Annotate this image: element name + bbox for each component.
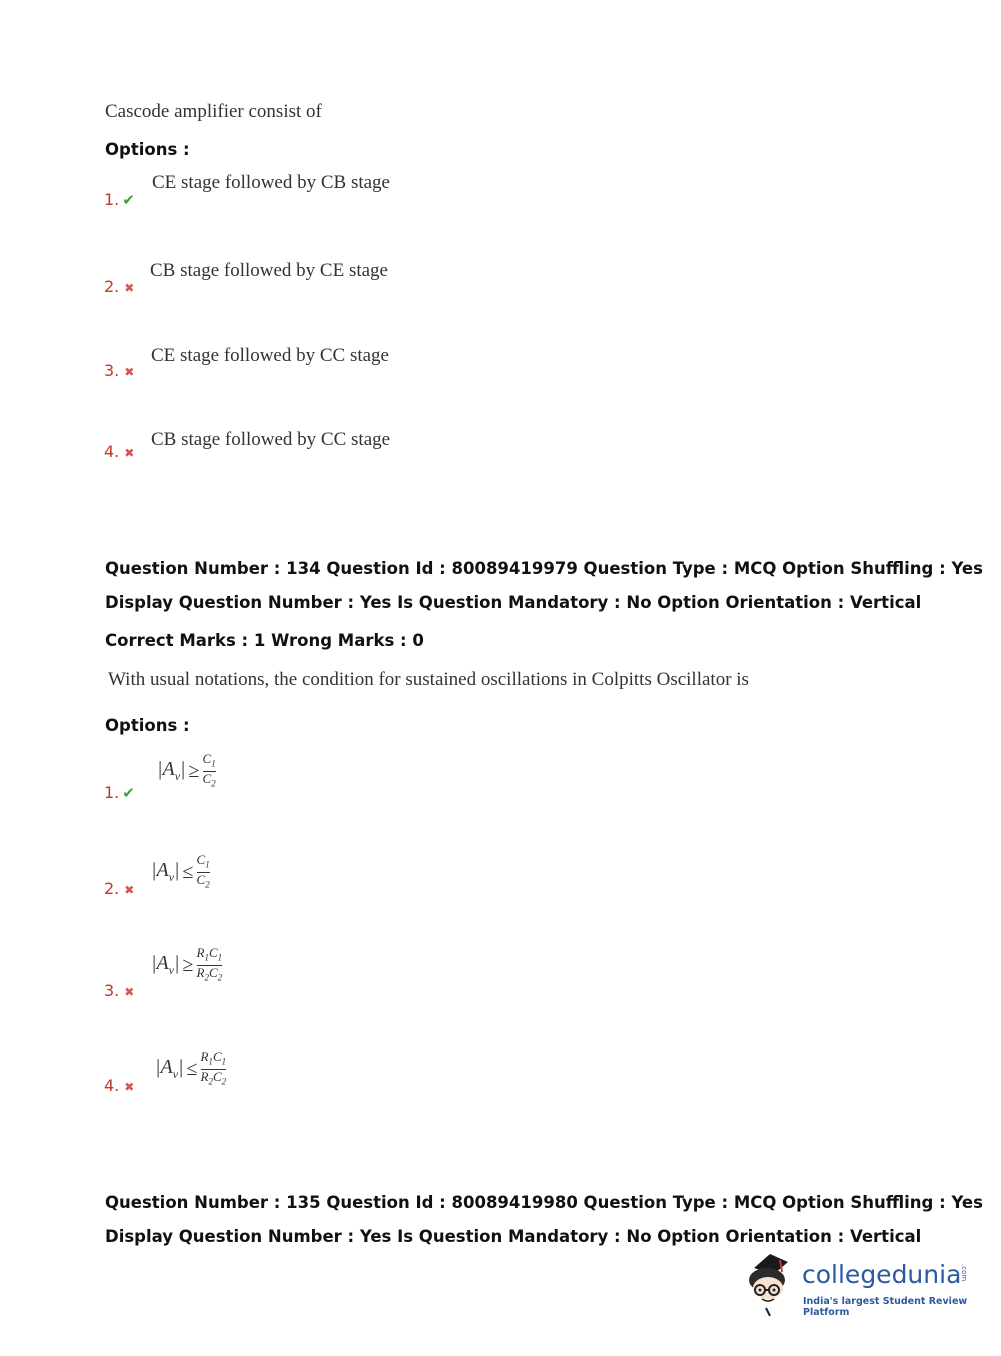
logo-wordmark: collegedunia	[802, 1260, 962, 1289]
cross-icon: ✖	[124, 985, 135, 999]
question-meta: Question Number : 134 Question Id : 80089419979 Question Type : MCQ Option Shuffling : Yes	[105, 559, 983, 578]
options-label: Options :	[105, 140, 190, 159]
check-icon: ✔	[122, 191, 135, 209]
question-text: Cascode amplifier consist of	[105, 101, 322, 122]
check-icon: ✔	[122, 784, 135, 802]
question-meta: Question Number : 135 Question Id : 80089419980 Question Type : MCQ Option Shuffling : Yes	[105, 1193, 983, 1212]
option-number	[104, 442, 134, 461]
option-index: 3.	[104, 361, 120, 380]
option-formula: $|A_v|$ ≥ $\frac{R_1C_1}{R_2C_2}$	[151, 945, 223, 983]
option-formula: $|A_v|$ ≤ $\frac{C_1}{C_2}$	[151, 852, 210, 890]
option-index: 4.	[104, 442, 120, 461]
option-formula: $|A_v|$ ≤ $\frac{R_1C_1}{R_2C_2}$	[155, 1049, 227, 1087]
logo-tagline: India's largest Student Review Platform	[803, 1296, 968, 1318]
option-text: CB stage followed by CE stage	[150, 260, 388, 281]
option-text: CB stage followed by CC stage	[151, 429, 391, 450]
option-number	[104, 1076, 134, 1095]
question-marks: Correct Marks : 1 Wrong Marks : 0	[105, 631, 424, 650]
cross-icon: ✖	[124, 365, 135, 379]
collegedunia-logo	[740, 1250, 970, 1320]
cross-icon: ✖	[124, 281, 135, 295]
options-label: Options :	[105, 716, 190, 735]
question-meta: Display Question Number : Yes Is Question Mandatory : No Option Orientation : Vertical	[105, 593, 922, 612]
option-number	[104, 783, 135, 802]
mascot-icon	[740, 1250, 800, 1316]
option-number	[104, 361, 134, 380]
option-text: CE stage followed by CB stage	[152, 172, 390, 193]
question-text: With usual notations, the condition for sustained oscillations in Colpitts Oscillator is	[108, 669, 749, 690]
option-number	[104, 190, 135, 209]
option-index: 3.	[104, 981, 120, 1000]
question-meta: Display Question Number : Yes Is Question Mandatory : No Option Orientation : Vertical	[105, 1227, 922, 1246]
option-index: 2.	[104, 277, 120, 296]
option-formula: $|A_v|$ ≥ $\frac{C_1}{C_2}$	[157, 751, 216, 789]
option-index: 2.	[104, 879, 120, 898]
cross-icon: ✖	[124, 446, 135, 460]
cross-icon: ✖	[124, 1080, 135, 1094]
cross-icon: ✖	[124, 883, 135, 897]
option-index: 4.	[104, 1076, 120, 1095]
option-index: 1.	[104, 783, 120, 802]
option-number	[104, 277, 134, 296]
option-number	[104, 879, 134, 898]
logo-com: .com	[960, 1264, 968, 1282]
option-text: CE stage followed by CC stage	[151, 345, 389, 366]
option-number	[104, 981, 134, 1000]
option-index: 1.	[104, 190, 120, 209]
